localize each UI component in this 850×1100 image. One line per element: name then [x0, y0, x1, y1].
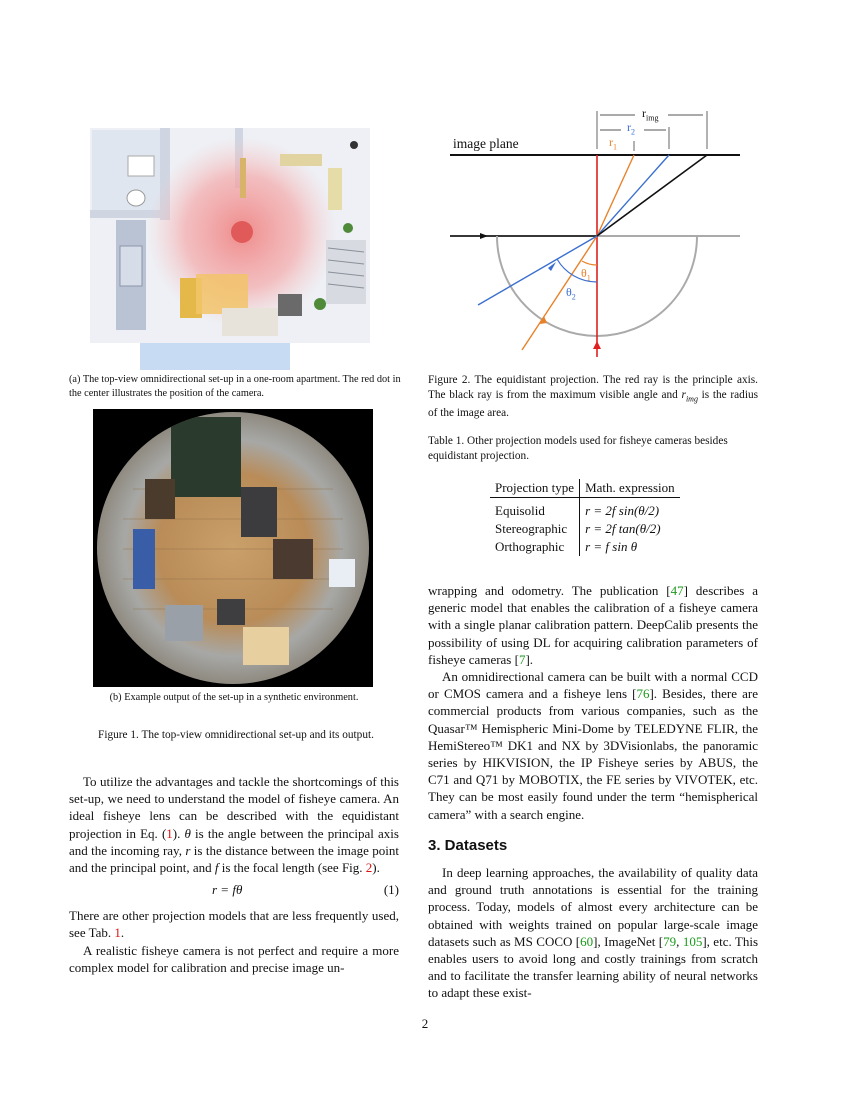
- r-img-label: $r_{img}$: [642, 106, 659, 123]
- left-column-text: [69, 773, 399, 976]
- table-row: [490, 498, 680, 521]
- citation-link[interactable]: 47: [670, 583, 684, 598]
- table-cell: r = 2f sin(θ/2): [580, 498, 680, 521]
- citation-link[interactable]: 105: [682, 933, 703, 949]
- table-row: [490, 538, 680, 556]
- r2-label: $r_2$: [627, 120, 635, 137]
- ray-max-angle: [597, 155, 707, 236]
- theta1-label: $\theta_1$: [581, 266, 591, 283]
- equation-reference[interactable]: 1: [166, 825, 173, 841]
- page-number: 2: [421, 1016, 429, 1031]
- figure1-caption: Figure 1. The top-view omnidirectional set-up and its output.: [98, 729, 374, 741]
- table-cell: Stereographic: [495, 521, 568, 536]
- ray-theta1: [522, 236, 597, 350]
- table-cell: r = 2f tan(θ/2): [580, 520, 680, 538]
- table-row: [490, 520, 680, 538]
- image-plane-label: image plane: [453, 136, 519, 151]
- citation-link[interactable]: 76: [636, 686, 650, 702]
- figure1a-caption: (a) The top-view omnidirectional set-up in a one-room apartment. The red dot in the center illustrates the position of the camera.: [69, 374, 401, 399]
- table-header-projection-type: Projection type: [490, 479, 580, 498]
- equation-body: r = fθ: [212, 882, 243, 898]
- table-header-math-expression: Math. expression: [580, 479, 680, 498]
- right-column-text: [428, 582, 758, 1002]
- table-cell: Orthographic: [495, 539, 565, 554]
- table1: [490, 479, 680, 556]
- table-reference[interactable]: 1: [114, 925, 121, 941]
- section-heading: 3. Datasets: [428, 836, 508, 854]
- paragraph: To utilize the advantages and tackle the shortcomings of this set-up, we need to understand the model of fisheye camera. An ideal fisheye lens can be described with the equidistant projection in Eq. (1). θ is the angle between the principal axis and the incoming ray, r is the distance between the image point and the principal point, and f is the focal length (see Fig. 2).: [69, 774, 399, 876]
- equation-number: (1): [383, 882, 399, 898]
- paragraph: wrapping and odometry. The publication [47] describes a generic model that enables the calibration of a fisheye camera with a single planar calibration pattern. DeepCalib presents the possibility of using DL for acquiring calibration parameters of fisheye cameras [7].: [428, 583, 759, 667]
- table1-caption: Table 1. Other projection models used for fisheye cameras besides equidistant projection.: [428, 435, 728, 462]
- citation-link[interactable]: 79: [663, 933, 677, 949]
- equation-1: [69, 878, 399, 903]
- figure2-caption: Figure 2. The equidistant projection. The red ray is the principle axis. The black ray is from the maximum visible angle and $r_{img}$ is the radius of the image area.: [428, 374, 759, 420]
- paragraph: In deep learning approaches, the availability of quality data and ground truth annotations is essential for the training process. Today, models of almost every architecture can be obtained with weights trained on popular large-scale image datasets such as MS COCO [60], ImageNet [79, 105], etc. This enables users to avoid long and costly trainings from scratch and to facilitate the transfer learning ability of neural networks to adapt these exist-: [428, 865, 759, 1001]
- r1-label: $r_1$: [609, 135, 617, 152]
- table-cell: Equisolid: [495, 503, 545, 518]
- paragraph: There are other projection models that are less frequently used, see Tab. 1.: [69, 908, 399, 941]
- theta2-label: $\theta_2$: [566, 285, 576, 302]
- figure1a-apartment-image: [90, 128, 370, 370]
- paragraph: A realistic fisheye camera is not perfect and require a more complex model for calibration and precise image un-: [69, 942, 399, 975]
- paragraph: An omnidirectional camera can be built with a normal CCD or CMOS camera and a fisheye lens [76]. Besides, there are commercial products from various companies, such as the Quasar™ Hemispheric Mini-Dome by TELEDYNE FLIR, the HemiStereo™ DK1 and NX by 3DVisionlabs, the panoramic series by HIKVISION, the IP Fisheye series by ABUS, the C71 and Q71 by MOBOTIX, the FE series by VIVOTEK, etc. They can be most easily found under the term “hemispherical camera” with a search engine.: [428, 669, 758, 822]
- figure-reference[interactable]: 2: [365, 860, 373, 876]
- figure1b-caption: (b) Example output of the set-up in a synthetic environment.: [109, 692, 359, 703]
- ray-theta2: [478, 236, 597, 305]
- table-cell: r = f sin θ: [580, 538, 680, 556]
- citation-link[interactable]: 7: [518, 651, 526, 667]
- citation-link[interactable]: 60: [580, 933, 594, 949]
- figure1b-fisheye-image: [93, 409, 373, 687]
